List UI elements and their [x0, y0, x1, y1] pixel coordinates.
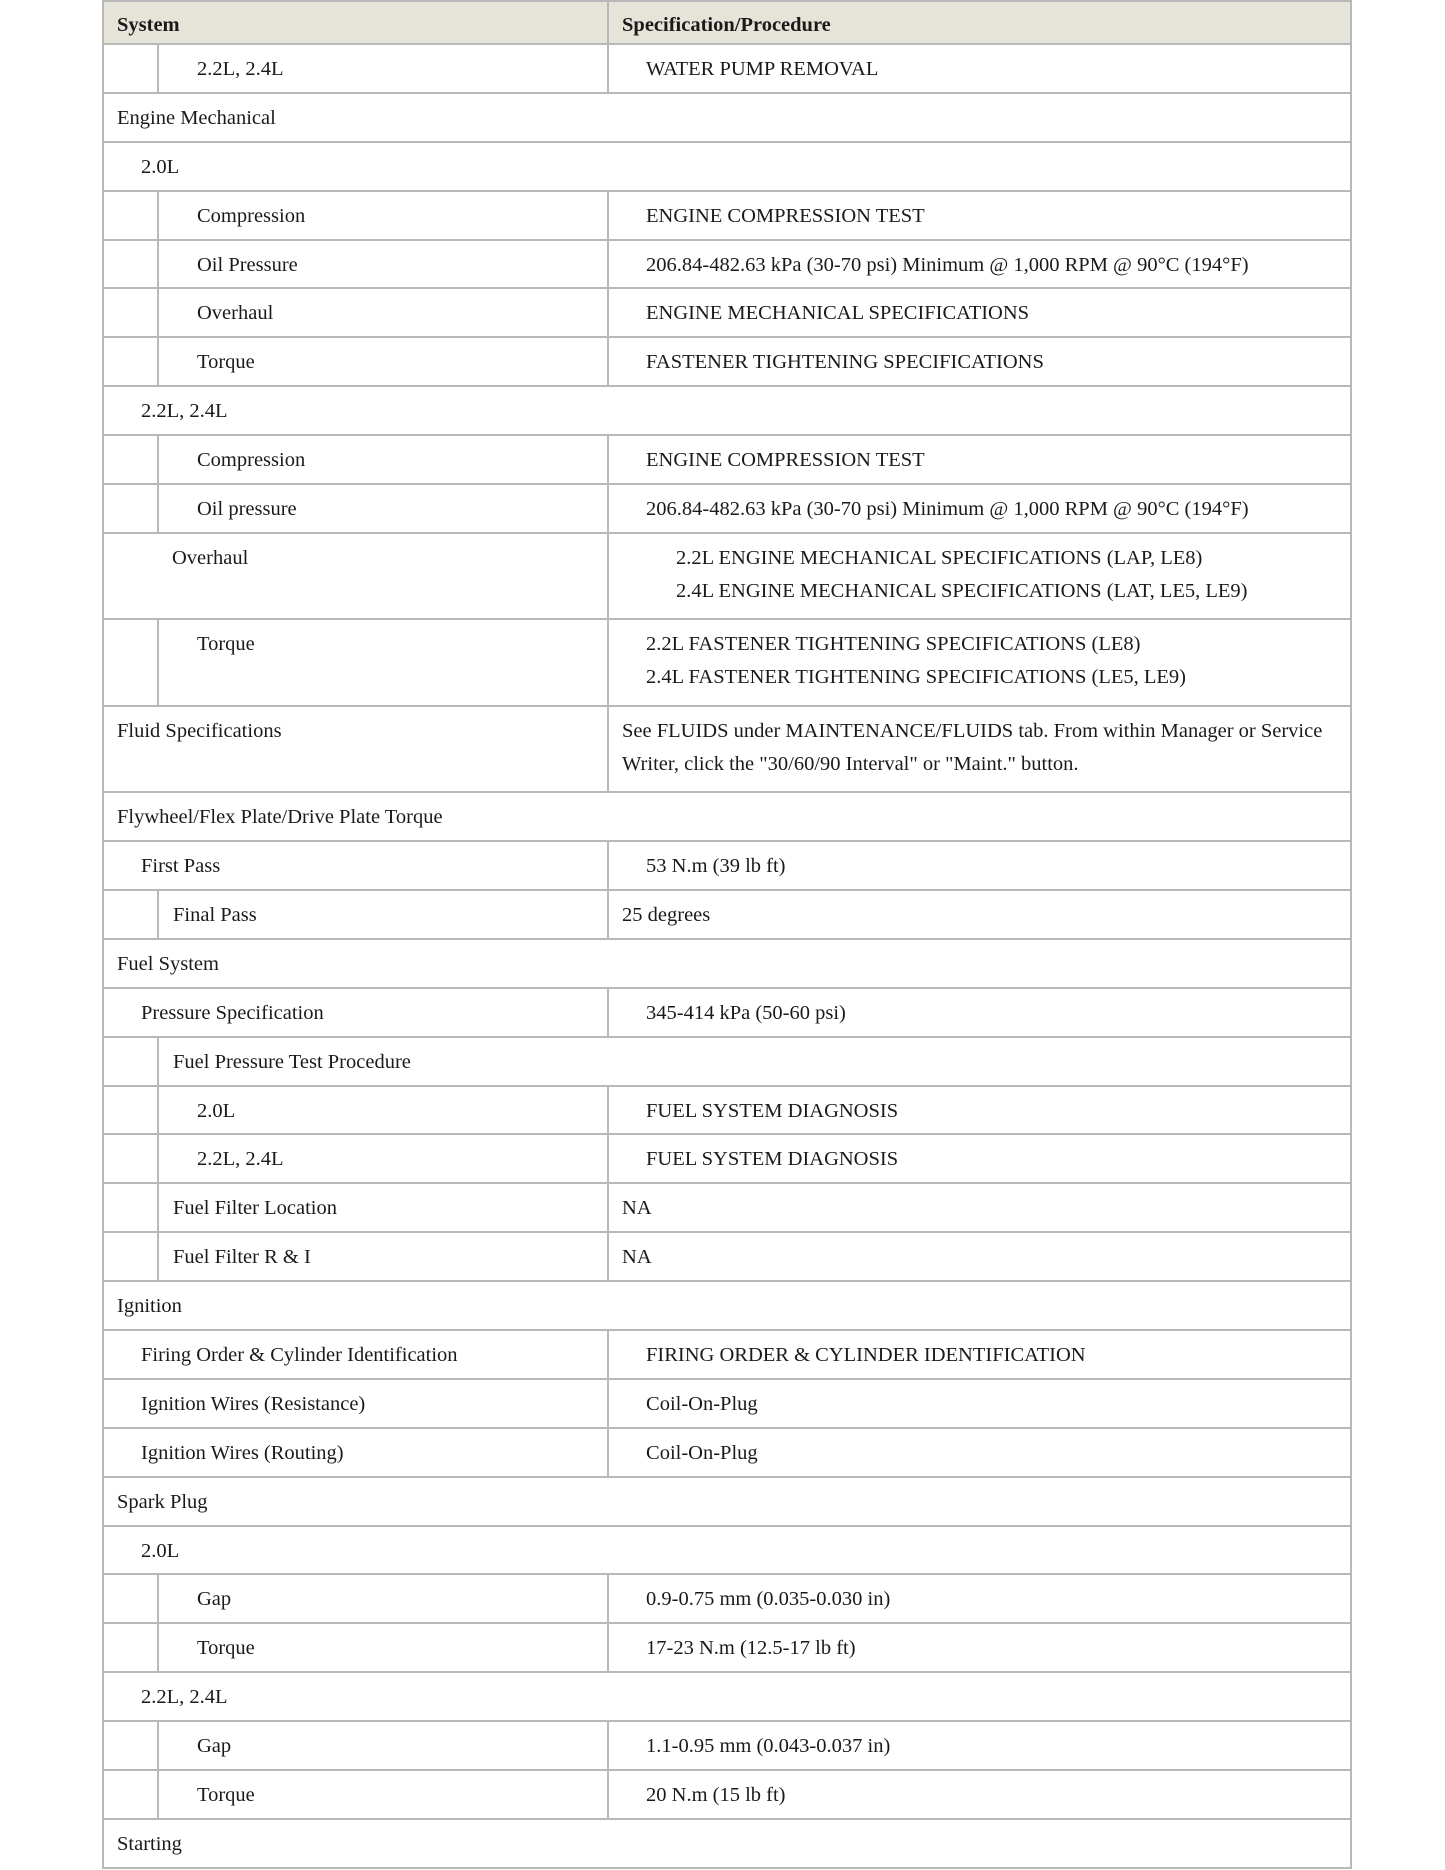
indent-cell — [103, 191, 158, 240]
indent-cell — [103, 240, 158, 289]
subsection-row — [103, 386, 1351, 435]
table-row — [103, 240, 1351, 289]
section-heading: Flywheel/Flex Plate/Drive Plate Torque — [103, 792, 1351, 841]
system-cell: Ignition Wires (Routing) — [103, 1428, 608, 1477]
subsection-row — [103, 1037, 1351, 1086]
indent-cell — [103, 1183, 158, 1232]
system-cell: Torque — [158, 337, 608, 386]
indent-cell — [103, 1086, 158, 1135]
system-cell: First Pass — [103, 841, 608, 890]
system-cell: Fluid Specifications — [103, 706, 608, 792]
system-cell: Compression — [158, 191, 608, 240]
system-cell: Fuel Filter R & I — [158, 1232, 608, 1281]
spec-cell: FIRING ORDER & CYLINDER IDENTIFICATION — [608, 1330, 1351, 1379]
header-spec: Specification/Procedure — [608, 1, 1351, 44]
spec-cell: See FLUIDS under MAINTENANCE/FLUIDS tab. From within Manager or Service Writer, click the "30/60/90 Interval" or "Maint." button. — [608, 706, 1351, 792]
subsection-row — [103, 142, 1351, 191]
subsection-heading: 2.0L — [103, 142, 1351, 191]
system-cell: Oil pressure — [158, 484, 608, 533]
table-row — [103, 619, 1351, 705]
table-row — [103, 1574, 1351, 1623]
header-system: System — [103, 1, 608, 44]
section-row — [103, 792, 1351, 841]
table-header-row — [103, 1, 1351, 44]
spec-line: 2.2L ENGINE MECHANICAL SPECIFICATIONS (LAP, LE8) — [676, 546, 1203, 569]
system-cell: Overhaul — [103, 533, 608, 619]
spec-cell: 1.1-0.95 mm (0.043-0.037 in) — [608, 1721, 1351, 1770]
spec-line: 2.4L ENGINE MECHANICAL SPECIFICATIONS (LAT, LE5, LE9) — [676, 579, 1248, 602]
table-row — [103, 533, 1351, 619]
table-row — [103, 44, 1351, 93]
indent-cell — [103, 288, 158, 337]
spec-cell: ENGINE MECHANICAL SPECIFICATIONS — [608, 288, 1351, 337]
table-row — [103, 484, 1351, 533]
subsection-heading: 2.2L, 2.4L — [103, 386, 1351, 435]
spec-cell: Coil-On-Plug — [608, 1428, 1351, 1477]
system-cell: Torque — [158, 1770, 608, 1819]
spec-cell: 53 N.m (39 lb ft) — [608, 841, 1351, 890]
system-cell: Firing Order & Cylinder Identification — [103, 1330, 608, 1379]
spec-cell: 20 N.m (15 lb ft) — [608, 1770, 1351, 1819]
subsection-heading: 2.0L — [103, 1526, 1351, 1575]
section-heading: Spark Plug — [103, 1477, 1351, 1526]
table-row — [103, 706, 1351, 792]
system-cell: Gap — [158, 1574, 608, 1623]
spec-cell: NA — [608, 1232, 1351, 1281]
system-cell: Torque — [158, 1623, 608, 1672]
system-cell: Compression — [158, 435, 608, 484]
system-cell: Gap — [158, 1721, 608, 1770]
spec-cell: NA — [608, 1183, 1351, 1232]
indent-cell — [103, 337, 158, 386]
indent-cell — [103, 619, 158, 705]
spec-cell — [608, 619, 1351, 705]
spec-cell: 345-414 kPa (50-60 psi) — [608, 988, 1351, 1037]
system-cell: Oil Pressure — [158, 240, 608, 289]
spec-cell: FASTENER TIGHTENING SPECIFICATIONS — [608, 337, 1351, 386]
subsection-row — [103, 1526, 1351, 1575]
spec-cell: 206.84-482.63 kPa (30-70 psi) Minimum @ 1,000 RPM @ 90°C (194°F) — [608, 484, 1351, 533]
indent-cell — [103, 1134, 158, 1183]
spec-cell: ENGINE COMPRESSION TEST — [608, 191, 1351, 240]
table-row — [103, 1330, 1351, 1379]
table-row — [103, 435, 1351, 484]
table-row — [103, 1721, 1351, 1770]
specifications-table — [102, 0, 1352, 1869]
subsection-heading: Fuel Pressure Test Procedure — [158, 1037, 1351, 1086]
system-cell: Pressure Specification — [103, 988, 608, 1037]
system-cell: 2.0L — [158, 1086, 608, 1135]
spec-cell: 206.84-482.63 kPa (30-70 psi) Minimum @ 1,000 RPM @ 90°C (194°F) — [608, 240, 1351, 289]
section-heading: Starting — [103, 1819, 1351, 1868]
table-row — [103, 1379, 1351, 1428]
indent-cell — [103, 435, 158, 484]
indent-cell — [103, 484, 158, 533]
spec-line: 2.4L FASTENER TIGHTENING SPECIFICATIONS (LE5, LE9) — [646, 666, 1187, 689]
table-row — [103, 988, 1351, 1037]
table-row — [103, 1134, 1351, 1183]
table-row — [103, 841, 1351, 890]
indent-cell — [103, 1721, 158, 1770]
subsection-row — [103, 1672, 1351, 1721]
table-row — [103, 890, 1351, 939]
system-cell: Final Pass — [158, 890, 608, 939]
spec-cell: 25 degrees — [608, 890, 1351, 939]
section-heading: Engine Mechanical — [103, 93, 1351, 142]
section-row — [103, 1819, 1351, 1868]
section-heading: Fuel System — [103, 939, 1351, 988]
table-row — [103, 1183, 1351, 1232]
section-row — [103, 939, 1351, 988]
spec-cell: 0.9-0.75 mm (0.035-0.030 in) — [608, 1574, 1351, 1623]
indent-cell — [103, 1232, 158, 1281]
table-row — [103, 1770, 1351, 1819]
spec-cell: ENGINE COMPRESSION TEST — [608, 435, 1351, 484]
spec-cell — [608, 533, 1351, 619]
section-row — [103, 1281, 1351, 1330]
spec-cell: FUEL SYSTEM DIAGNOSIS — [608, 1134, 1351, 1183]
table-row — [103, 191, 1351, 240]
table-row — [103, 337, 1351, 386]
indent-cell — [103, 1623, 158, 1672]
indent-cell — [103, 1037, 158, 1086]
spec-cell: FUEL SYSTEM DIAGNOSIS — [608, 1086, 1351, 1135]
section-row — [103, 93, 1351, 142]
system-cell: 2.2L, 2.4L — [158, 1134, 608, 1183]
system-cell: Overhaul — [158, 288, 608, 337]
indent-cell — [103, 1574, 158, 1623]
table-row — [103, 1428, 1351, 1477]
system-cell: 2.2L, 2.4L — [158, 44, 608, 93]
indent-cell — [103, 890, 158, 939]
system-cell: Torque — [158, 619, 608, 705]
indent-cell — [103, 44, 158, 93]
table-row — [103, 1232, 1351, 1281]
subsection-heading: 2.2L, 2.4L — [103, 1672, 1351, 1721]
spec-line: 2.2L FASTENER TIGHTENING SPECIFICATIONS (LE8) — [646, 633, 1141, 656]
section-heading: Ignition — [103, 1281, 1351, 1330]
indent-cell — [103, 1770, 158, 1819]
table-row — [103, 1086, 1351, 1135]
spec-cell: WATER PUMP REMOVAL — [608, 44, 1351, 93]
system-cell: Fuel Filter Location — [158, 1183, 608, 1232]
spec-cell: Coil-On-Plug — [608, 1379, 1351, 1428]
system-cell: Ignition Wires (Resistance) — [103, 1379, 608, 1428]
spec-cell: 17-23 N.m (12.5-17 lb ft) — [608, 1623, 1351, 1672]
table-row — [103, 288, 1351, 337]
table-row — [103, 1623, 1351, 1672]
section-row — [103, 1477, 1351, 1526]
